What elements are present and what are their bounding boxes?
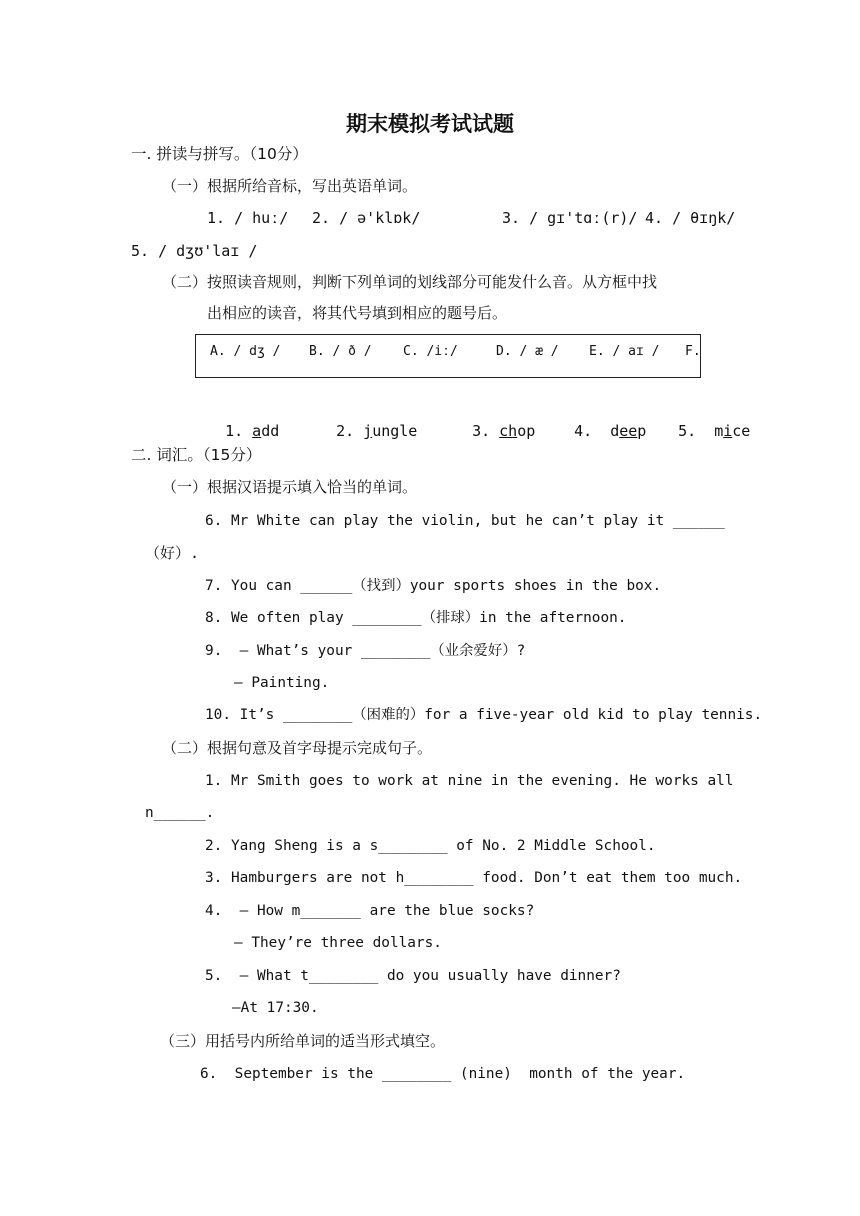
question-9-prompt: 9. – What’s your ________（业余爱好）? — [205, 643, 526, 659]
sentence-2: 2. Yang Sheng is a s________ of No. 2 Middle School. — [205, 838, 656, 854]
phonetic-item-4: 4. / θɪŋk/ — [645, 209, 736, 227]
section-2-heading: 二. 词汇。（15分） — [131, 446, 262, 464]
sentence-1-line-2: n______. — [145, 805, 215, 821]
part-1-instruction: （一）根据所给音标，写出英语单词。 — [162, 177, 418, 195]
phonetic-item-3: 3. / gɪ'tɑː(r)/ — [502, 209, 638, 227]
word-item-4: 4. deep — [574, 422, 647, 440]
sentence-1-line-1: 1. Mr Smith goes to work at nine in the evening. He works all — [205, 773, 734, 789]
phoneme-option-c: C. /iː/ — [403, 344, 458, 359]
phonetic-item-2: 2. / ə'klɒk/ — [312, 209, 421, 227]
sentence-4-answer: – They’re three dollars. — [234, 935, 442, 951]
phoneme-options-box — [195, 334, 701, 378]
part-2-instruction-line-1: （二）按照读音规则，判断下列单词的划线部分可能发什么音。从方框中找 — [162, 273, 658, 291]
phoneme-option-b: B. / ð / — [309, 344, 372, 359]
question-9-answer: – Painting. — [234, 675, 330, 691]
page-title: 期末模拟考试试题 — [346, 111, 514, 136]
question-7: 7. You can ______（找到）your sports shoes in the box. — [205, 578, 662, 594]
phonetic-item-5: 5. / dʒʊ'laɪ / — [131, 242, 258, 260]
sentence-5-prompt: 5. – What t________ do you usually have dinner? — [205, 968, 621, 984]
question-6-line-2: （好）. — [145, 544, 200, 562]
question-6-line-1: 6. Mr White can play the violin, but he can’t play it ______ — [205, 513, 725, 529]
section-1-heading: 一. 拼读与拼写。（10分） — [131, 145, 308, 163]
word-item-1: 1. add — [225, 422, 280, 440]
sentence-4-prompt: 4. – How m_______ are the blue socks? — [205, 903, 535, 919]
sentence-5-answer: –At 17:30. — [232, 1000, 319, 1016]
part-2-instruction-line-2: 出相应的读音，将其代号填到相应的题号后。 — [207, 304, 508, 322]
phoneme-option-e: E. / aɪ / — [589, 344, 660, 359]
vocab-part-1-instruction: （一）根据汉语提示填入恰当的单词。 — [162, 478, 418, 496]
sentence-3: 3. Hamburgers are not h________ food. Don’t eat them too much. — [205, 870, 743, 886]
vocab-part-2-instruction: （二）根据句意及首字母提示完成句子。 — [162, 739, 433, 757]
question-10: 10. It’s ________（困难的）for a five-year old kid to play tennis. — [205, 707, 763, 723]
form-question-6: 6. September is the ________ (nine) month of the year. — [200, 1066, 686, 1082]
phoneme-option-a: A. / dʒ / — [210, 344, 281, 359]
word-item-3: 3. chop — [472, 422, 536, 440]
word-item-5: 5. mice — [678, 422, 751, 440]
question-8: 8. We often play ________（排球）in the afternoon. — [205, 610, 627, 626]
phonetic-item-1: 1. / huː/ — [207, 209, 289, 227]
phoneme-option-f: F. — [685, 344, 701, 359]
vocab-part-3-instruction: （三）用括号内所给单词的适当形式填空。 — [160, 1032, 446, 1050]
phoneme-option-d: D. / æ / — [496, 344, 559, 359]
word-item-2: 2. jungle — [336, 422, 418, 440]
